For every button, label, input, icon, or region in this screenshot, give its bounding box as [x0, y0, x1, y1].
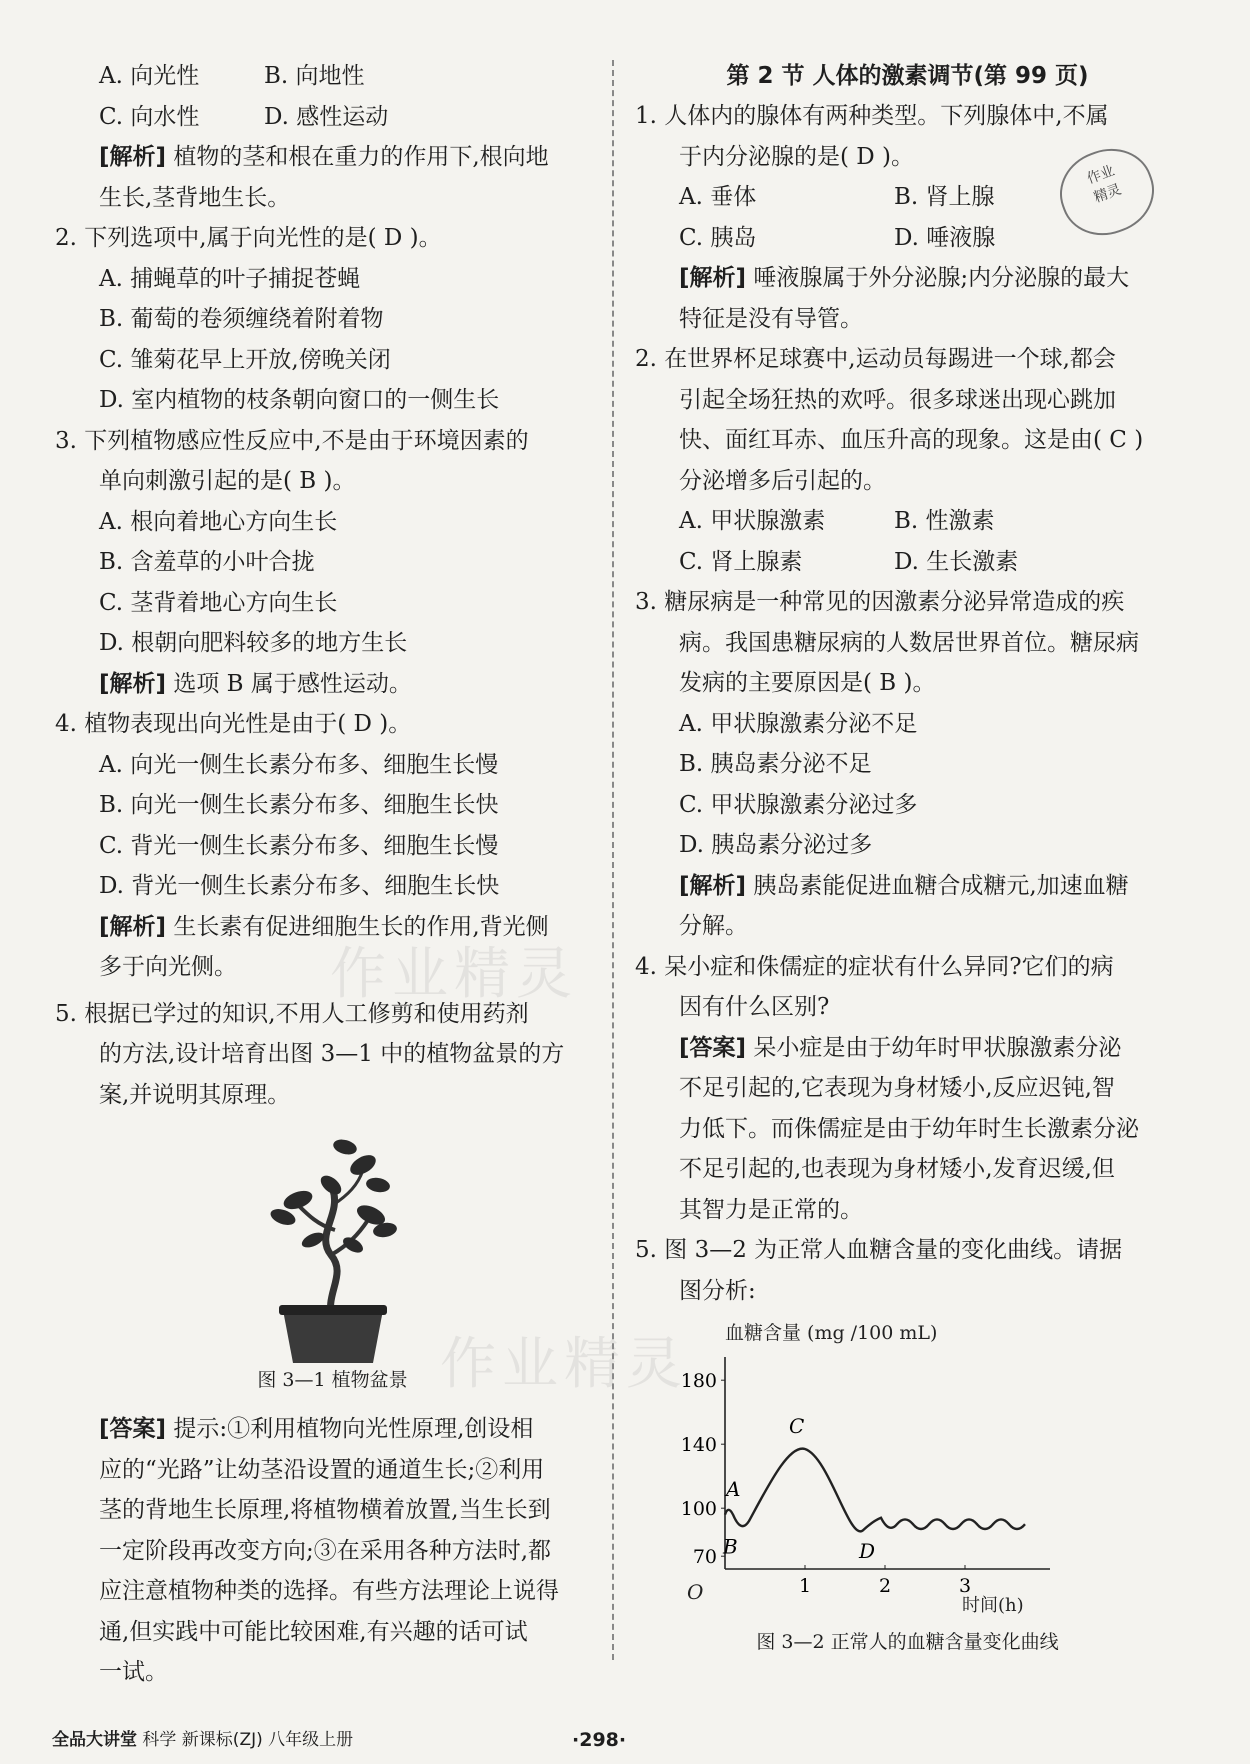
answer-text: 通,但实践中可能比较困难,有兴趣的话可试 [99, 1618, 528, 1645]
analysis-label: [解析] [99, 670, 167, 697]
option-a: A. 垂体 [679, 184, 757, 210]
answer-text: 一定阶段再改变方向;③在采用各种方法时,都 [99, 1537, 552, 1564]
bonsai-illustration [253, 1135, 413, 1365]
stamp-text: 精灵 [1091, 181, 1124, 207]
q2-stem: 2. 下列选项中,属于向光性的是( D )。 [55, 225, 442, 251]
analysis-label: [解析] [99, 913, 167, 940]
r-q3-option: C. 甲状腺激素分泌过多 [679, 791, 918, 818]
r-q3-analysis [635, 866, 1180, 907]
q5-stem: 5. 根据已学过的知识,不用人工修剪和使用药剂 [55, 1000, 529, 1027]
analysis-label: [解析] [679, 872, 747, 899]
r-q4-stem: 4. 呆小症和侏儒症的症状有什么异同?它们的病 [635, 953, 1114, 980]
q3-option: B. 含羞草的小叶合拢 [99, 549, 315, 575]
q3-analysis [55, 664, 610, 705]
analysis-text: 多于向光侧。 [99, 954, 237, 980]
chart-y-tick-label: 140 [680, 1434, 717, 1457]
r-q3-option: D. 胰岛素分泌过多 [679, 832, 873, 858]
r-q3-stem: 病。我国患糖尿病的人数居世界首位。糖尿病 [679, 629, 1139, 656]
page-footer [52, 1728, 1202, 1752]
answer-text: 一试。 [99, 1659, 168, 1685]
chart-point-label: B [723, 1534, 738, 1559]
chart-y-tick-label: 180 [680, 1370, 717, 1393]
r-q2-stem: 分泌增多后引起的。 [679, 467, 886, 494]
chart-y-tick-label: 70 [692, 1546, 717, 1569]
q4-option: D. 背光一侧生长素分布多、细胞生长快 [99, 873, 500, 899]
option-d: D. 唾液腺 [894, 224, 996, 251]
q3-stem: 单向刺激引起的是( B )。 [99, 468, 356, 494]
analysis-text: 植物的茎和根在重力的作用下,根向地 [173, 144, 549, 170]
option-c: C. 胰岛 [679, 224, 757, 251]
r-q1-analysis [635, 258, 1180, 299]
section-title: 第 2 节 人体的激素调节(第 99 页) [726, 63, 1089, 89]
chart-y-tick-label: 100 [680, 1498, 717, 1521]
q3-stem: 3. 下列植物感应性反应中,不是由于环境因素的 [55, 427, 529, 454]
q5-answer [55, 1409, 610, 1450]
analysis-text: 分解。 [679, 913, 748, 939]
answer-text: 力低下。而侏儒症是由于幼年时生长激素分泌 [679, 1115, 1139, 1142]
q1-options-row1 [55, 56, 610, 97]
r-q3-option: A. 甲状腺激素分泌不足 [679, 710, 918, 737]
page-number: ·298· [572, 1729, 627, 1751]
chart-x-tick-label: 3 [958, 1575, 972, 1597]
column-divider [612, 60, 614, 1660]
q1-options-row2 [55, 97, 610, 138]
r-q2-options-row2 [635, 542, 1180, 583]
answer-text: 不足引起的,它表现为身材矮小,反应迟钝,智 [679, 1075, 1115, 1101]
q4-analysis [55, 907, 610, 948]
r-q2-options-row1 [635, 501, 1180, 542]
analysis-text: 生长,茎背地生长。 [99, 184, 291, 211]
r-q5-stem: 5. 图 3—2 为正常人血糖含量的变化曲线。请据 [635, 1237, 1123, 1263]
answer-text: 应的“光路”让幼茎沿设置的通道生长;②利用 [99, 1456, 545, 1483]
r-q4-answer [635, 1028, 1180, 1069]
q1-analysis [55, 137, 610, 178]
answer-label: [答案] [99, 1416, 167, 1442]
option-b: B. 向地性 [264, 63, 365, 89]
chart-point-label: D [859, 1539, 876, 1564]
watermark: 作业精灵 [330, 942, 578, 1007]
option-d: D. 感性运动 [264, 103, 389, 130]
chart-x-tick-label: 2 [878, 1575, 892, 1597]
option-c: C. 肾上腺素 [679, 548, 803, 575]
analysis-text: 特征是没有导管。 [679, 305, 863, 332]
watermark: 作业精灵 [440, 1332, 688, 1397]
option-b: B. 性激素 [894, 508, 995, 534]
q2-option: C. 雏菊花早上开放,傍晚关闭 [99, 346, 391, 373]
option-d: D. 生长激素 [894, 548, 1019, 575]
r-q5-stem: 图分析: [679, 1277, 756, 1304]
r-q2-stem: 引起全场狂热的欢呼。很多球迷出现心跳加 [679, 386, 1116, 413]
r-q2-stem: 快、面红耳赤、血压升高的现象。这是由( C ) [679, 427, 1144, 453]
q4-stem: 4. 植物表现出向光性是由于( D )。 [55, 711, 412, 737]
figure-3-2-caption: 图 3—2 正常人的血糖含量变化曲线 [756, 1631, 1059, 1653]
r-q3-option: B. 胰岛素分泌不足 [679, 751, 872, 777]
chart-point-label: C [789, 1414, 805, 1438]
footer-brand: 全品大讲堂 [52, 1730, 137, 1750]
option-a: A. 甲状腺激素 [679, 508, 826, 534]
answer-text: 应注意植物种类的选择。有些方法理论上说得 [99, 1578, 559, 1604]
chart-y-axis-label: 血糖含量 (mg /100 mL) [725, 1322, 938, 1344]
answer-text: 不足引起的,也表现为身材矮小,发育迟缓,但 [679, 1156, 1115, 1182]
q3-option: C. 茎背着地心方向生长 [99, 589, 338, 616]
answer-label: [答案] [679, 1034, 747, 1061]
analysis-label: [解析] [679, 265, 747, 291]
q4-option: B. 向光一侧生长素分布多、细胞生长快 [99, 792, 499, 818]
analysis-label: [解析] [99, 144, 167, 170]
answer-text: 提示:①利用植物向光性原理,创设相 [173, 1416, 534, 1442]
q5-stem: 的方法,设计培育出图 3—1 中的植物盆景的方 [99, 1041, 565, 1067]
figure-3-1-caption: 图 3—1 植物盆景 [257, 1369, 408, 1391]
analysis-text: 选项 B 属于感性运动。 [173, 670, 412, 697]
option-c: C. 向水性 [99, 103, 200, 130]
chart-x-axis-label: 时间(h) [962, 1595, 1024, 1616]
blood-sugar-chart [665, 1317, 1180, 1621]
q3-option: A. 根向着地心方向生长 [99, 508, 338, 535]
r-q3-stem: 3. 糖尿病是一种常见的因激素分泌异常造成的疾 [635, 589, 1125, 615]
left-column [55, 56, 610, 1693]
q4-option: A. 向光一侧生长素分布多、细胞生长慢 [99, 751, 499, 778]
right-column [635, 56, 1180, 1657]
r-q1-stem: 于内分泌腺的是( D )。 [679, 143, 915, 170]
r-q2-stem: 2. 在世界杯足球赛中,运动员每踢进一个球,都会 [635, 346, 1116, 372]
q3-option: D. 根朝向肥料较多的地方生长 [99, 630, 408, 656]
footer-info: 科学 新课标(ZJ) 八年级上册 [142, 1730, 354, 1750]
r-q1-stem: 1. 人体内的腺体有两种类型。下列腺体中,不属 [635, 103, 1109, 129]
chart-origin-label: O [687, 1580, 704, 1604]
q5-stem: 案,并说明其原理。 [99, 1081, 291, 1108]
option-a: A. 向光性 [99, 63, 200, 89]
q2-option: D. 室内植物的枝条朝向窗口的一侧生长 [99, 387, 500, 413]
chart-x-tick-label: 1 [798, 1575, 812, 1597]
q2-option: A. 捕蝇草的叶子捕捉苍蝇 [99, 265, 361, 292]
blood-sugar-chart-svg [665, 1317, 1065, 1617]
analysis-text: 胰岛素能促进血糖合成糖元,加速血糖 [753, 872, 1129, 899]
chart-point-label: A [726, 1477, 741, 1502]
option-b: B. 肾上腺 [894, 184, 995, 210]
r-q3-stem: 发病的主要原因是( B )。 [679, 670, 936, 696]
answer-text: 其智力是正常的。 [679, 1196, 863, 1223]
stamp-text: 作业 [1084, 162, 1117, 188]
answer-text: 呆小症是由于幼年时甲状腺激素分泌 [753, 1034, 1122, 1061]
r-q4-stem: 因有什么区别? [679, 994, 830, 1020]
q4-option: C. 背光一侧生长素分布多、细胞生长慢 [99, 832, 499, 859]
answer-text: 茎的背地生长原理,将植物横着放置,当生长到 [99, 1497, 551, 1523]
q2-option: B. 葡萄的卷须缠绕着附着物 [99, 306, 384, 332]
analysis-text: 唾液腺属于外分泌腺;内分泌腺的最大 [753, 265, 1130, 291]
plant-bonsai-figure [55, 1135, 610, 1365]
analysis-text: 生长素有促进细胞生长的作用,背光侧 [173, 913, 549, 940]
blood-sugar-curve [725, 1449, 1025, 1532]
